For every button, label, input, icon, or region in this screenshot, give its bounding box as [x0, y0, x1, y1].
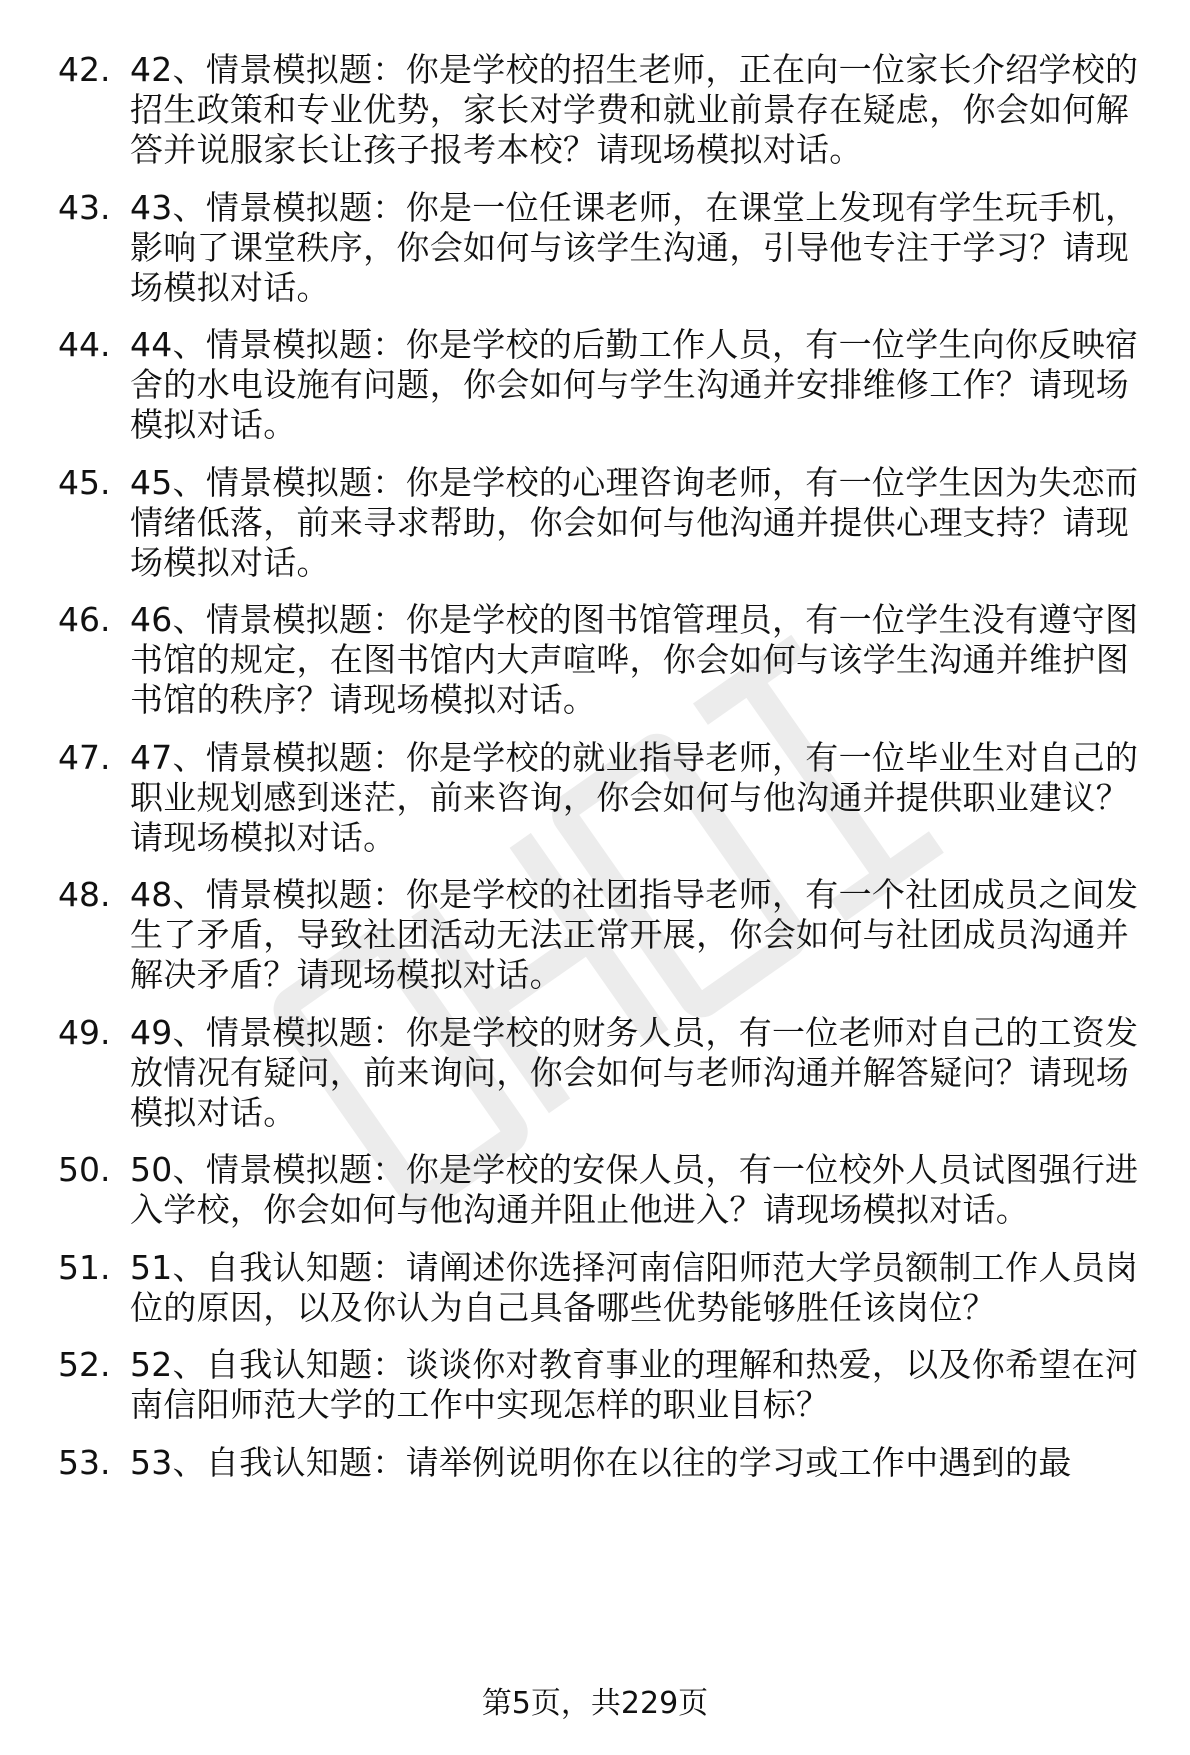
question-item-53 [58, 1443, 1158, 1483]
question-number: 46. [58, 600, 111, 639]
question-number: 53. [58, 1442, 111, 1482]
question-item-43 [58, 188, 1158, 308]
question-number: 48. [58, 875, 111, 914]
question-item-52 [58, 1345, 1158, 1425]
question-number: 45. [58, 462, 111, 502]
question-item-46 [58, 600, 1158, 720]
question-number: 42. [58, 50, 111, 89]
question-text: 53、自我认知题：请举例说明你在以往的学习或工作中遇到的最 [130, 1442, 1072, 1482]
question-text: 43、情景模拟题：你是一位任课老师，在课堂上发现有学生玩手机，影响了课堂秩序，你会如何与该学生沟通，引导他专注于学习？请现场模拟对话。 [130, 187, 1139, 307]
question-number: 49. [58, 1012, 111, 1052]
question-number: 52. [58, 1345, 111, 1384]
question-item-47 [58, 738, 1158, 858]
question-text: 44、情景模拟题：你是学校的后勤工作人员，有一位学生向你反映宿舍的水电设施有问题，你会如何与学生沟通并安排维修工作？请现场模拟对话。 [130, 325, 1139, 444]
question-item-50 [58, 1150, 1158, 1230]
question-item-44 [58, 325, 1158, 445]
question-number: 47. [58, 737, 111, 777]
question-item-45 [58, 463, 1158, 583]
question-number: 44. [58, 325, 111, 364]
question-text: 42、情景模拟题：你是学校的招生老师，正在向一位家长介绍学校的招生政策和专业优势，家长对学费和就业前景存在疑虑，你会如何解答并说服家长让孩子报考本校？请现场模拟对话。 [130, 50, 1139, 169]
question-text: 45、情景模拟题：你是学校的心理咨询老师，有一位学生因为失恋而情绪低落，前来寻求帮助，你会如何与他沟通并提供心理支持？请现场模拟对话。 [130, 462, 1139, 582]
question-text: 49、情景模拟题：你是学校的财务人员，有一位老师对自己的工资发放情况有疑问，前来询问，你会如何与老师沟通并解答疑问？请现场模拟对话。 [130, 1012, 1139, 1132]
page-footer: 第5页，共229页 [481, 1686, 709, 1721]
question-text: 48、情景模拟题：你是学校的社团指导老师，有一个社团成员之间发生了矛盾，导致社团活动无法正常开展，你会如何与社团成员沟通并解决矛盾？请现场模拟对话。 [130, 875, 1139, 994]
question-number: 51. [58, 1247, 111, 1287]
question-text: 50、情景模拟题：你是学校的安保人员，有一位校外人员试图强行进入学校，你会如何与他沟通并阻止他进入？请现场模拟对话。 [130, 1150, 1139, 1229]
question-item-49 [58, 1013, 1158, 1133]
question-item-48 [58, 875, 1158, 995]
question-list [58, 50, 1158, 1500]
question-item-51 [58, 1248, 1158, 1328]
question-number: 43. [58, 187, 111, 227]
question-text: 47、情景模拟题：你是学校的就业指导老师，有一位毕业生对自己的职业规划感到迷茫，前来咨询，你会如何与他沟通并提供职业建议？请现场模拟对话。 [130, 737, 1139, 857]
question-text: 46、情景模拟题：你是学校的图书馆管理员，有一位学生没有遵守图书馆的规定，在图书馆内大声喧哗，你会如何与该学生沟通并维护图书馆的秩序？请现场模拟对话。 [130, 600, 1139, 719]
question-text: 52、自我认知题：谈谈你对教育事业的理解和热爱，以及你希望在河南信阳师范大学的工作中实现怎样的职业目标？ [130, 1345, 1139, 1424]
question-text: 51、自我认知题：请阐述你选择河南信阳师范大学员额制工作人员岗位的原因，以及你认为自己具备哪些优势能够胜任该岗位？ [130, 1247, 1139, 1327]
question-number: 50. [58, 1150, 111, 1189]
question-item-42 [58, 50, 1158, 170]
